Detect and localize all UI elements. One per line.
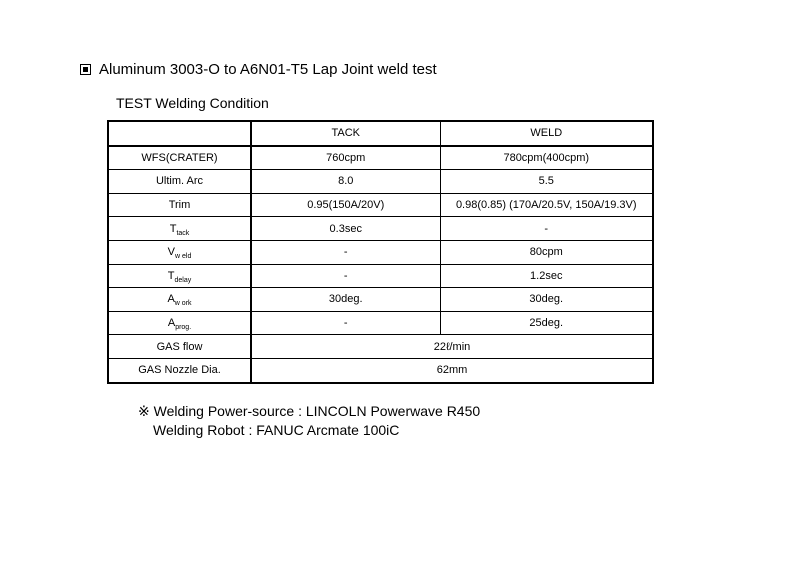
weld-value: 25deg. [440,311,653,335]
table-row [108,288,653,312]
table-row [108,240,653,264]
table-row [108,193,653,217]
merged-value: 62mm [251,358,653,382]
square-bullet-icon [80,64,91,75]
label-subscript: w ork [174,300,192,308]
label-main: T [169,222,177,235]
label-subscript: tack [176,229,190,237]
welding-condition-table [107,120,654,384]
tack-value: - [251,311,440,335]
tack-value: - [251,240,440,264]
weld-value: - [440,217,653,241]
weld-value: 780cpm(400cpm) [440,146,653,170]
header-cell-empty [108,121,251,146]
tack-value: 760cpm [251,146,440,170]
row-label [108,288,251,312]
row-label: WFS(CRATER) [108,146,251,170]
tack-value: - [251,264,440,288]
tack-value: 0.3sec [251,217,440,241]
label-subscript: delay [174,276,192,284]
weld-value: 30deg. [440,288,653,312]
label-main: V [167,246,175,259]
label-subscript: prog. [175,324,192,332]
row-label: GAS Nozzle Dia. [108,358,251,382]
tack-value: 30deg. [251,288,440,312]
row-label: Trim [108,193,251,217]
tack-value: 8.0 [251,170,440,194]
tack-value: 0.95(150A/20V) [251,193,440,217]
header-cell-weld: WELD [440,121,653,146]
document-heading [80,61,437,78]
label-subscript: w eld [175,253,192,261]
merged-value: 22ℓ/min [251,335,653,359]
table-row [108,170,653,194]
row-label [108,264,251,288]
row-label: GAS flow [108,335,251,359]
heading-title: Aluminum 3003-O to A6N01-T5 Lap Joint weld test [99,61,437,78]
row-label [108,240,251,264]
weld-value: 5.5 [440,170,653,194]
label-main: A [167,317,176,330]
header-cell-tack: TACK [251,121,440,146]
note-line-power-source: ※ Welding Power-source : LINCOLN Powerwave R450 [138,403,481,419]
table-title: TEST Welding Condition [116,95,269,111]
table-row [108,335,653,359]
weld-value: 0.98(0.85) (170A/20.5V, 150A/19.3V) [440,193,653,217]
table-row [108,311,653,335]
row-label: Ultim. Arc [108,170,251,194]
label-main: T [167,269,175,282]
weld-value: 80cpm [440,240,653,264]
table-row [108,217,653,241]
table-row [108,264,653,288]
row-label [108,217,251,241]
table-row [108,358,653,382]
table-header-row [108,121,653,146]
note-line-robot: Welding Robot : FANUC Arcmate 100iC [153,422,400,438]
label-main: A [167,293,175,306]
row-label [108,311,251,335]
weld-value: 1.2sec [440,264,653,288]
table-row [108,146,653,170]
equipment-note [138,402,480,440]
